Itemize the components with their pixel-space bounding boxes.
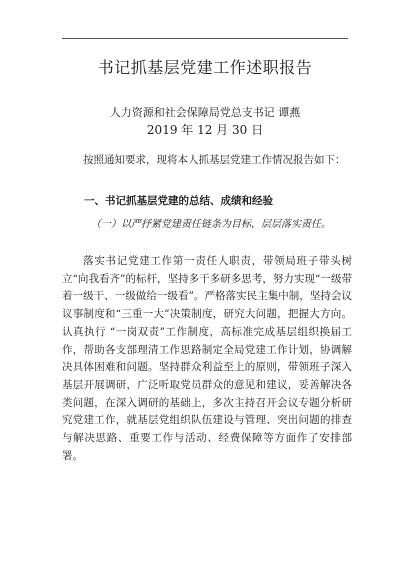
- author-line: 人力资源和社会保障局党总支书记 谭燕: [109, 106, 301, 119]
- intro-paragraph: 按照通知要求，现将本人抓基层党建工作情况报告如下：: [83, 154, 346, 166]
- document-date: 2019 年 12 月 30 日: [146, 123, 264, 137]
- subsection-heading: （一）以严抒紧党建责任链条为目标，层层落实责任。: [91, 219, 331, 230]
- header-rule: [62, 38, 348, 39]
- body-paragraph: 落实书记党建工作第一责任人职责，带领局班子带头树立“向我看齐”的标杆，坚持多干多研多思考，努力实现“一级带着一级干、一级做给一级看”。严格落实民主集中制，坚持会议议事制度和“三重一大”决策制度，研究大问题，把握大方向。认真执行 “一岗双责”工作制度，高标准完成基层组织换届工作，帮助各支部理清工作思路制定全局党建工作计划，协调解决具体困难和问题。坚持群众利益至上的原则，带领班子深入基层开展调研，广泛听取党员群众的意见和建议，妥善解决各类问题，在深入调研的基础上，多次主持召开会议专题分析研究党建工作，就基层党组织队伍建设与管理、突出问题的排查与解决思路、重要工作与活动、经费保障等方面作了安排部署。: [62, 255, 352, 462]
- document-title: 书记抓基层党建工作述职报告: [97, 58, 313, 77]
- section-heading: 一、书记抓基层党建的总结、成绩和经验: [84, 195, 273, 207]
